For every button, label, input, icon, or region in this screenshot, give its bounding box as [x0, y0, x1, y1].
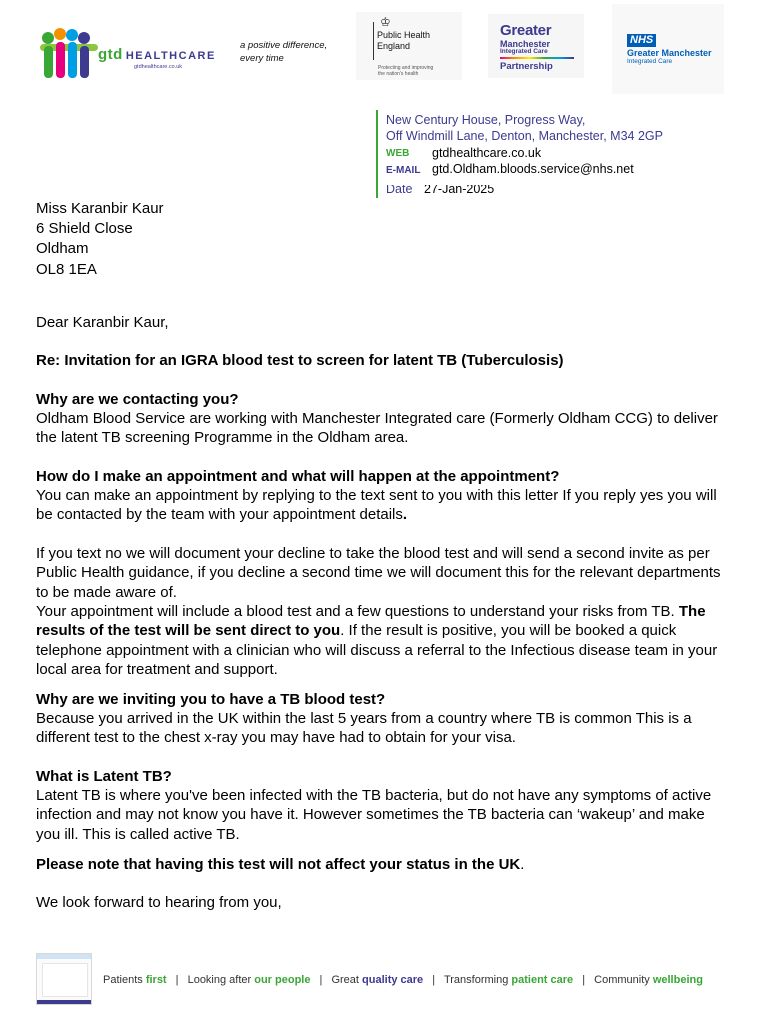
salutation: Dear Karanbir Kaur, [36, 314, 169, 331]
heading-latent-tb: What is Latent TB? [36, 768, 172, 785]
email-value: gtd.Oldham.bloods.service@nhs.net [432, 162, 634, 176]
gtd-wordmark: gtd HEALTHCARE [98, 46, 216, 63]
email-label: E-MAIL [386, 165, 421, 176]
gm-integrated-care-partnership-logo: Greater Manchester Integrated Care Partnership [488, 14, 584, 78]
gtd-people-icon [36, 28, 98, 82]
paragraph-why-inviting: Because you arrived in the UK within the last 5 years from a country where TB is common This is a different test to the chest x-ray you may have had to obtain for your visa. [36, 710, 692, 747]
web-label: WEB [386, 148, 410, 159]
paragraph-appointment: You can make an appointment by replying to the text sent to you with this letter If you reply yes you will be contacted by the team with your appointment details. [36, 487, 717, 524]
date-label: Date [386, 185, 413, 196]
recipient-name: Miss Karanbir Kaur [36, 200, 164, 217]
gtd-logo-url: gtdhealthcare.co.uk [134, 64, 183, 70]
royal-crest-icon: ♔ [380, 15, 391, 29]
heading-why-contacting: Why are we contacting you? [36, 391, 239, 408]
screenshot-thumbnail [36, 953, 92, 1005]
paragraph-contacting: Oldham Blood Service are working with Manchester Integrated care (Formerly Oldham CCG) to deliver the latent TB screening Programme in the Oldham area. [36, 410, 718, 447]
gtd-healthcare-logo [36, 28, 226, 82]
nhs-badge: NHS [627, 34, 656, 47]
web-value: gtdhealthcare.co.uk [432, 146, 542, 160]
nhs-gm-logo: NHS Greater Manchester Integrated Care [612, 4, 724, 94]
sender-address-line-1: New Century House, Progress Way, [386, 113, 586, 127]
subject-line: Re: Invitation for an IGRA blood test to screen for latent TB (Tuberculosis) [36, 352, 564, 369]
recipient-line-2: Oldham [36, 240, 89, 257]
paragraph-what-happens: Your appointment will include a blood test and a few questions to understand your risks from TB. The results of the test will be sent direct to you. If the result is positive, you will be booked a quick telephone appointment with a clinician who will discuss a referral to the Infectious disease team in your local area for treatment and support. [36, 603, 718, 678]
paragraph-decline: If you text no we will document your decline to take the blood test and will send a second invite as per Public Health guidance, if you decline a second time we will document this for the relevant departments to be made aware of. [36, 545, 721, 601]
public-health-england-logo: ♔ Public Health England Protecting and improving the nation's health [356, 12, 462, 80]
tagline: a positive difference, every time [240, 40, 328, 64]
date-value: 27-Jan-2025 [424, 185, 495, 196]
heading-appointment: How do I make an appointment and what will happen at the appointment? [36, 468, 560, 485]
address-divider [376, 110, 378, 198]
recipient-line-1: 6 Shield Close [36, 220, 133, 237]
date-row [386, 185, 586, 197]
paragraph-latent-tb: Latent TB is where you've been infected with the TB bacteria, but do not have any symptoms of active infection and may not know you have it. However sometimes the TB bacteria can ‘wakeup’ and make you ill. This is called active TB. [36, 787, 712, 843]
closing-line: We look forward to hearing from you, [36, 894, 282, 911]
heading-why-inviting: Why are we inviting you to have a TB blood test? [36, 691, 386, 708]
footer-values: Patients first | Looking after our people | Great quality care | Transforming patient care | Community wellbeing [103, 974, 703, 986]
status-note: Please note that having this test will not affect your status in the UK. [36, 856, 525, 873]
recipient-postcode: OL8 1EA [36, 261, 97, 278]
sender-address-line-2: Off Windmill Lane, Denton, Manchester, M34 2GP [386, 129, 663, 143]
